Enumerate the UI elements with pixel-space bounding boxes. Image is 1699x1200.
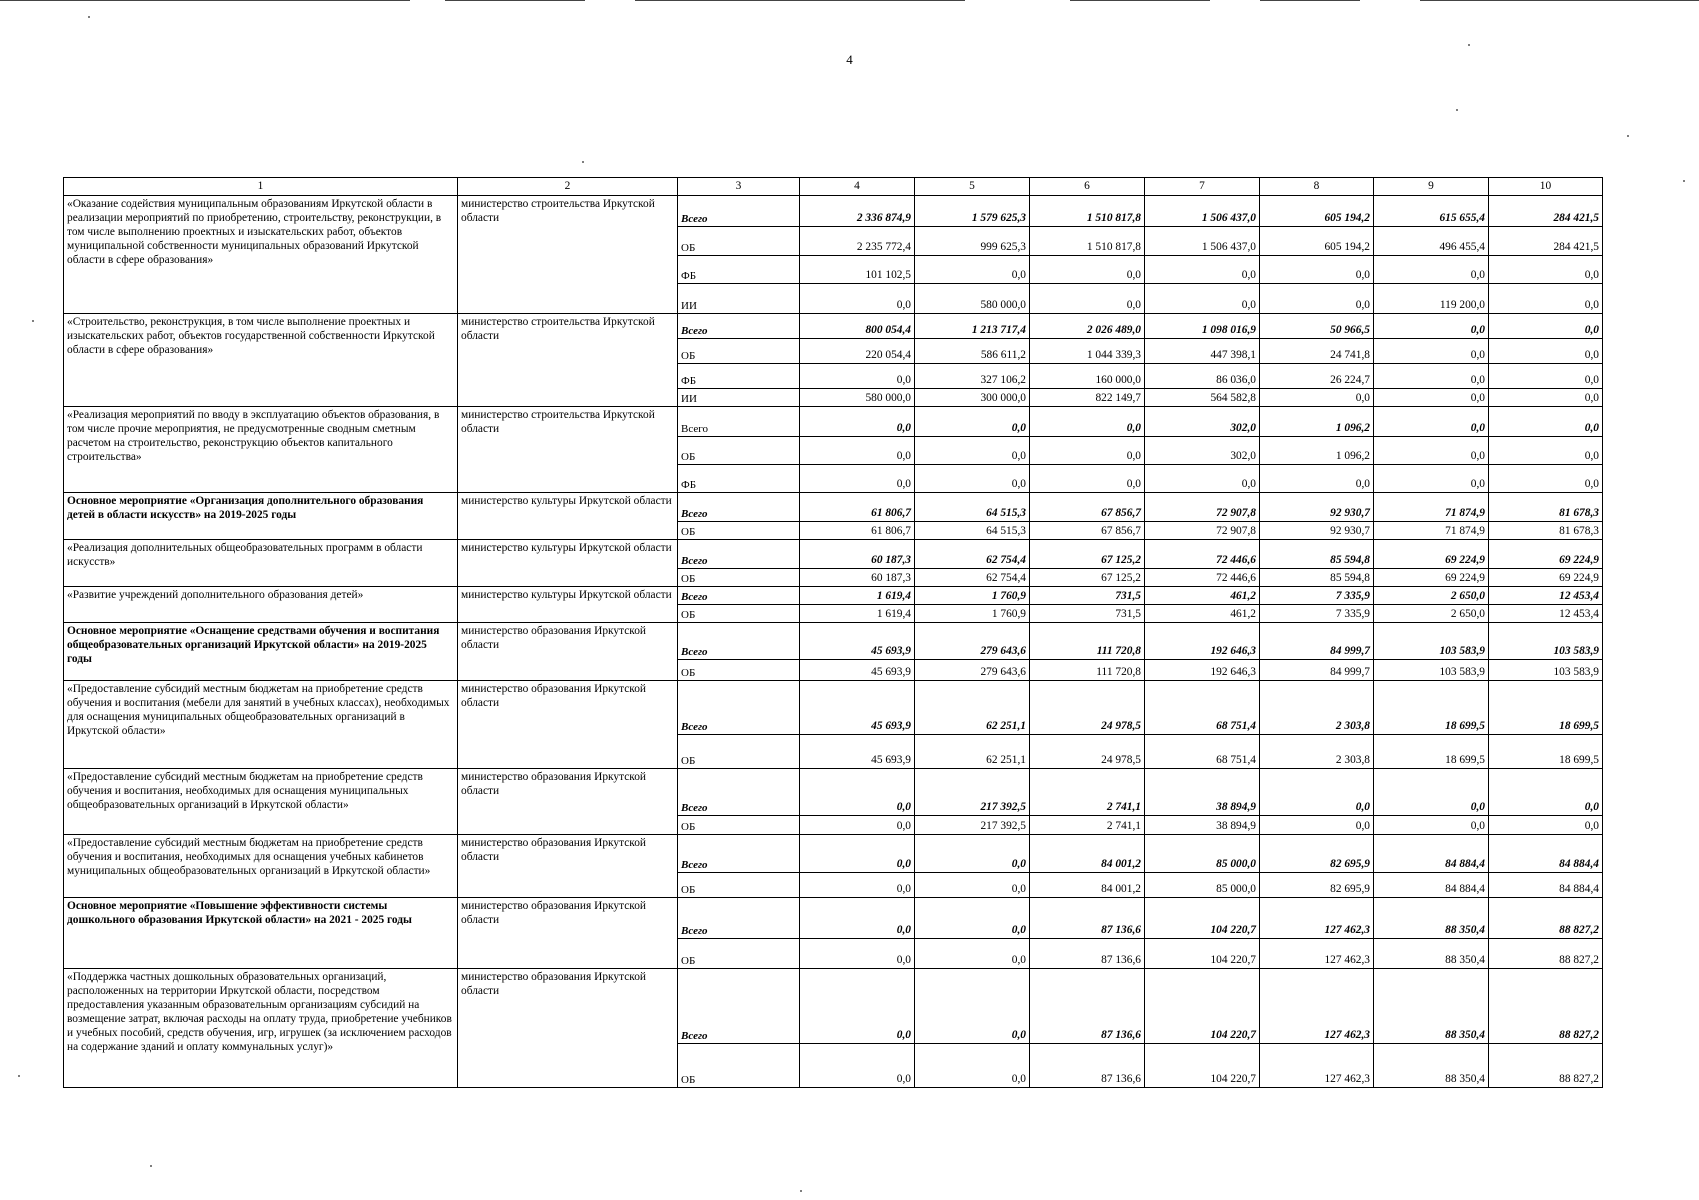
amount-cell: 0,0 [1260, 389, 1374, 407]
amount-cell: 92 930,7 [1260, 493, 1374, 522]
amount-cell: 61 806,7 [800, 493, 915, 522]
amount-cell: 18 699,5 [1374, 735, 1489, 769]
amount-cell: 0,0 [1374, 389, 1489, 407]
funding-source-cell: ОБ [678, 437, 800, 465]
funding-source-cell: ОБ [678, 605, 800, 623]
amount-cell: 0,0 [915, 939, 1030, 969]
amount-cell: 71 874,9 [1374, 493, 1489, 522]
amount-cell: 822 149,7 [1030, 389, 1145, 407]
amount-cell: 2 235 772,4 [800, 227, 915, 256]
scan-speck [800, 1190, 802, 1192]
scan-edge-line [1260, 0, 1360, 1]
funding-source-cell: Всего [678, 587, 800, 605]
amount-cell: 300 000,0 [915, 389, 1030, 407]
funding-source-cell: ИИ [678, 389, 800, 407]
amount-cell: 88 350,4 [1374, 1044, 1489, 1088]
amount-cell: 67 125,2 [1030, 540, 1145, 569]
amount-cell: 2 650,0 [1374, 587, 1489, 605]
amount-cell: 160 000,0 [1030, 364, 1145, 389]
column-header: 3 [678, 178, 800, 196]
amount-cell: 69 224,9 [1489, 569, 1603, 587]
amount-cell: 0,0 [1374, 339, 1489, 364]
amount-cell: 64 515,3 [915, 522, 1030, 540]
amount-cell: 447 398,1 [1145, 339, 1260, 364]
amount-cell: 800 054,4 [800, 314, 915, 339]
funding-source-cell: Всего [678, 898, 800, 939]
activity-name-cell: Основное мероприятие «Повышение эффективности системы дошкольного образования Иркутской области» на 2021 - 2025 годы [64, 898, 458, 969]
amount-cell: 69 224,9 [1374, 540, 1489, 569]
table-row [64, 769, 1603, 816]
amount-cell: 0,0 [1030, 284, 1145, 314]
amount-cell: 61 806,7 [800, 522, 915, 540]
amount-cell: 2 741,1 [1030, 769, 1145, 816]
amount-cell: 86 036,0 [1145, 364, 1260, 389]
amount-cell: 72 907,8 [1145, 493, 1260, 522]
amount-cell: 67 856,7 [1030, 522, 1145, 540]
amount-cell: 0,0 [915, 969, 1030, 1044]
table-row [64, 196, 1603, 227]
amount-cell: 62 251,1 [915, 735, 1030, 769]
table-row [64, 314, 1603, 339]
amount-cell: 88 827,2 [1489, 1044, 1603, 1088]
funding-source-cell: ФБ [678, 364, 800, 389]
amount-cell: 0,0 [1260, 769, 1374, 816]
amount-cell: 0,0 [1374, 256, 1489, 284]
amount-cell: 2 336 874,9 [800, 196, 915, 227]
scan-speck [150, 1165, 152, 1167]
amount-cell: 84 999,7 [1260, 623, 1374, 660]
amount-cell: 67 125,2 [1030, 569, 1145, 587]
amount-cell: 0,0 [1489, 407, 1603, 437]
amount-cell: 104 220,7 [1145, 1044, 1260, 1088]
amount-cell: 87 136,6 [1030, 939, 1145, 969]
funding-source-cell: ФБ [678, 465, 800, 493]
amount-cell: 0,0 [1374, 437, 1489, 465]
amount-cell: 0,0 [800, 284, 915, 314]
amount-cell: 0,0 [1260, 816, 1374, 835]
amount-cell: 605 194,2 [1260, 227, 1374, 256]
executor-cell: министерство культуры Иркутской области [458, 587, 678, 623]
table-row [64, 835, 1603, 873]
amount-cell: 0,0 [800, 898, 915, 939]
activity-name-cell: «Предоставление субсидий местным бюджетам на приобретение средств обучения и воспитания, необходимых для оснащения муниципальных общеобразовательных организаций в Иркутской области» [64, 769, 458, 835]
funding-source-cell: Всего [678, 314, 800, 339]
table-row [64, 493, 1603, 522]
executor-cell: министерство культуры Иркутской области [458, 540, 678, 587]
column-header: 1 [64, 178, 458, 196]
funding-source-cell: ОБ [678, 227, 800, 256]
scan-edge-line [1420, 0, 1699, 1]
amount-cell: 7 335,9 [1260, 587, 1374, 605]
column-header: 4 [800, 178, 915, 196]
amount-cell: 92 930,7 [1260, 522, 1374, 540]
amount-cell: 64 515,3 [915, 493, 1030, 522]
amount-cell: 220 054,4 [800, 339, 915, 364]
amount-cell: 24 741,8 [1260, 339, 1374, 364]
amount-cell: 18 699,5 [1374, 681, 1489, 735]
amount-cell: 60 187,3 [800, 540, 915, 569]
amount-cell: 127 462,3 [1260, 898, 1374, 939]
amount-cell: 1 098 016,9 [1145, 314, 1260, 339]
table-row [64, 623, 1603, 660]
amount-cell: 127 462,3 [1260, 1044, 1374, 1088]
amount-cell: 88 827,2 [1489, 969, 1603, 1044]
amount-cell: 1 579 625,3 [915, 196, 1030, 227]
amount-cell: 302,0 [1145, 407, 1260, 437]
activity-name-cell: «Предоставление субсидий местным бюджетам на приобретение средств обучения и воспитания (мебели для занятий в учебных классах), необходимых для оснащения муниципальных общеобразовательных организаций в Иркутской области» [64, 681, 458, 769]
activity-name-cell: Основное мероприятие «Организация дополнительного образования детей в области искусств» на 2019-2025 годы [64, 493, 458, 540]
amount-cell: 88 350,4 [1374, 939, 1489, 969]
amount-cell: 580 000,0 [915, 284, 1030, 314]
amount-cell: 192 646,3 [1145, 623, 1260, 660]
funding-source-cell: Всего [678, 540, 800, 569]
amount-cell: 461,2 [1145, 605, 1260, 623]
amount-cell: 82 695,9 [1260, 873, 1374, 898]
amount-cell: 2 650,0 [1374, 605, 1489, 623]
amount-cell: 0,0 [800, 873, 915, 898]
amount-cell: 586 611,2 [915, 339, 1030, 364]
amount-cell: 0,0 [800, 437, 915, 465]
amount-cell: 0,0 [1260, 465, 1374, 493]
amount-cell: 0,0 [1489, 364, 1603, 389]
activity-name-cell: «Строительство, реконструкция, в том числе выполнение проектных и изыскательских работ, объектов государственной собственности Иркутской области в сфере образования» [64, 314, 458, 407]
column-header: 6 [1030, 178, 1145, 196]
amount-cell: 88 827,2 [1489, 939, 1603, 969]
amount-cell: 69 224,9 [1489, 540, 1603, 569]
amount-cell: 0,0 [1030, 465, 1145, 493]
amount-cell: 38 894,9 [1145, 769, 1260, 816]
amount-cell: 0,0 [1030, 437, 1145, 465]
amount-cell: 18 699,5 [1489, 735, 1603, 769]
amount-cell: 0,0 [800, 816, 915, 835]
funding-source-cell: ОБ [678, 569, 800, 587]
funding-source-cell: Всего [678, 681, 800, 735]
executor-cell: министерство образования Иркутской области [458, 681, 678, 769]
amount-cell: 0,0 [1489, 465, 1603, 493]
amount-cell: 72 446,6 [1145, 569, 1260, 587]
executor-cell: министерство образования Иркутской области [458, 769, 678, 835]
amount-cell: 45 693,9 [800, 681, 915, 735]
amount-cell: 84 884,4 [1489, 873, 1603, 898]
amount-cell: 496 455,4 [1374, 227, 1489, 256]
amount-cell: 0,0 [800, 364, 915, 389]
amount-cell: 0,0 [1489, 437, 1603, 465]
amount-cell: 84 884,4 [1374, 873, 1489, 898]
amount-cell: 1 506 437,0 [1145, 196, 1260, 227]
amount-cell: 0,0 [915, 1044, 1030, 1088]
amount-cell: 18 699,5 [1489, 681, 1603, 735]
column-header: 9 [1374, 178, 1489, 196]
amount-cell: 69 224,9 [1374, 569, 1489, 587]
amount-cell: 12 453,4 [1489, 587, 1603, 605]
page-number: 4 [846, 52, 853, 67]
amount-cell: 580 000,0 [800, 389, 915, 407]
amount-cell: 104 220,7 [1145, 969, 1260, 1044]
funding-source-cell: Всего [678, 969, 800, 1044]
amount-cell: 103 583,9 [1374, 660, 1489, 681]
scan-edge-line [635, 0, 965, 1]
amount-cell: 0,0 [1145, 256, 1260, 284]
amount-cell: 62 754,4 [915, 569, 1030, 587]
amount-cell: 0,0 [800, 969, 915, 1044]
amount-cell: 2 303,8 [1260, 735, 1374, 769]
amount-cell: 0,0 [1260, 256, 1374, 284]
funding-source-cell: ИИ [678, 284, 800, 314]
amount-cell: 81 678,3 [1489, 493, 1603, 522]
amount-cell: 0,0 [1489, 389, 1603, 407]
amount-cell: 1 619,4 [800, 587, 915, 605]
funding-source-cell: Всего [678, 407, 800, 437]
table-row [64, 407, 1603, 437]
amount-cell: 85 000,0 [1145, 835, 1260, 873]
amount-cell: 0,0 [1489, 284, 1603, 314]
executor-cell: министерство образования Иркутской области [458, 898, 678, 969]
funding-source-cell: ОБ [678, 1044, 800, 1088]
column-header: 7 [1145, 178, 1260, 196]
amount-cell: 0,0 [1374, 364, 1489, 389]
amount-cell: 84 884,4 [1489, 835, 1603, 873]
amount-cell: 0,0 [1030, 407, 1145, 437]
amount-cell: 1 044 339,3 [1030, 339, 1145, 364]
amount-cell: 50 966,5 [1260, 314, 1374, 339]
amount-cell: 1 510 817,8 [1030, 227, 1145, 256]
column-header: 8 [1260, 178, 1374, 196]
scan-speck [1456, 109, 1458, 111]
amount-cell: 192 646,3 [1145, 660, 1260, 681]
amount-cell: 217 392,5 [915, 769, 1030, 816]
amount-cell: 2 741,1 [1030, 816, 1145, 835]
amount-cell: 84 001,2 [1030, 873, 1145, 898]
amount-cell: 0,0 [800, 407, 915, 437]
amount-cell: 81 678,3 [1489, 522, 1603, 540]
scan-edge-line [1070, 0, 1210, 1]
amount-cell: 87 136,6 [1030, 1044, 1145, 1088]
table-row [64, 540, 1603, 569]
amount-cell: 0,0 [915, 898, 1030, 939]
scan-speck [32, 320, 34, 322]
amount-cell: 103 583,9 [1374, 623, 1489, 660]
amount-cell: 0,0 [800, 769, 915, 816]
column-header: 5 [915, 178, 1030, 196]
amount-cell: 1 096,2 [1260, 407, 1374, 437]
amount-cell: 71 874,9 [1374, 522, 1489, 540]
amount-cell: 999 625,3 [915, 227, 1030, 256]
amount-cell: 60 187,3 [800, 569, 915, 587]
amount-cell: 67 856,7 [1030, 493, 1145, 522]
amount-cell: 0,0 [915, 873, 1030, 898]
amount-cell: 0,0 [1030, 256, 1145, 284]
amount-cell: 0,0 [1145, 284, 1260, 314]
amount-cell: 217 392,5 [915, 816, 1030, 835]
table-row [64, 898, 1603, 939]
amount-cell: 68 751,4 [1145, 735, 1260, 769]
funding-source-cell: Всего [678, 493, 800, 522]
amount-cell: 1 619,4 [800, 605, 915, 623]
scan-edge-line [445, 0, 585, 1]
amount-cell: 615 655,4 [1374, 196, 1489, 227]
amount-cell: 104 220,7 [1145, 939, 1260, 969]
executor-cell: министерство строительства Иркутской области [458, 314, 678, 407]
funding-source-cell: Всего [678, 769, 800, 816]
amount-cell: 1 213 717,4 [915, 314, 1030, 339]
amount-cell: 2 026 489,0 [1030, 314, 1145, 339]
amount-cell: 104 220,7 [1145, 898, 1260, 939]
amount-cell: 0,0 [915, 407, 1030, 437]
amount-cell: 1 760,9 [915, 605, 1030, 623]
amount-cell: 85 594,8 [1260, 540, 1374, 569]
amount-cell: 88 350,4 [1374, 969, 1489, 1044]
amount-cell: 45 693,9 [800, 660, 915, 681]
amount-cell: 62 754,4 [915, 540, 1030, 569]
amount-cell: 279 643,6 [915, 623, 1030, 660]
activity-name-cell: «Реализация мероприятий по вводу в эксплуатацию объектов образования, в том числе прочие мероприятия, не предусмотренные сводным сметным расчетом на строительство, реконструкцию объектов капитального строительства» [64, 407, 458, 493]
amount-cell: 103 583,9 [1489, 623, 1603, 660]
activity-name-cell: «Поддержка частных дошкольных образовательных организаций, расположенных на территории Иркутской области, посредством предоставления указанным образовательным организациям субсидий на возмещение затрат, включая расходы на оплату труда, приобретение учебников и учебных пособий, средств обучения, игр, игрушек (за исключением расходов на содержание зданий и оплату коммунальных услуг)» [64, 969, 458, 1088]
table-row [64, 681, 1603, 735]
amount-cell: 0,0 [800, 835, 915, 873]
amount-cell: 0,0 [1489, 256, 1603, 284]
column-header: 10 [1489, 178, 1603, 196]
amount-cell: 1 096,2 [1260, 437, 1374, 465]
amount-cell: 88 350,4 [1374, 898, 1489, 939]
scan-speck [18, 1075, 20, 1077]
amount-cell: 87 136,6 [1030, 969, 1145, 1044]
scan-speck [1468, 44, 1470, 46]
executor-cell: министерство образования Иркутской области [458, 835, 678, 898]
amount-cell: 0,0 [800, 939, 915, 969]
scan-edge-line [0, 0, 410, 1]
amount-cell: 84 001,2 [1030, 835, 1145, 873]
amount-cell: 7 335,9 [1260, 605, 1374, 623]
amount-cell: 279 643,6 [915, 660, 1030, 681]
amount-cell: 327 106,2 [915, 364, 1030, 389]
amount-cell: 0,0 [1489, 769, 1603, 816]
executor-cell: министерство строительства Иркутской области [458, 407, 678, 493]
amount-cell: 88 827,2 [1489, 898, 1603, 939]
amount-cell: 0,0 [1374, 465, 1489, 493]
table-row [64, 969, 1603, 1044]
scan-speck [88, 16, 90, 18]
amount-cell: 26 224,7 [1260, 364, 1374, 389]
amount-cell: 564 582,8 [1145, 389, 1260, 407]
scan-speck [1683, 180, 1685, 182]
amount-cell: 101 102,5 [800, 256, 915, 284]
amount-cell: 82 695,9 [1260, 835, 1374, 873]
amount-cell: 0,0 [915, 437, 1030, 465]
funding-source-cell: Всего [678, 623, 800, 660]
amount-cell: 0,0 [915, 835, 1030, 873]
funding-source-cell: ОБ [678, 735, 800, 769]
amount-cell: 127 462,3 [1260, 969, 1374, 1044]
amount-cell: 0,0 [915, 465, 1030, 493]
activity-name-cell: «Реализация дополнительных общеобразовательных программ в области искусств» [64, 540, 458, 587]
amount-cell: 85 000,0 [1145, 873, 1260, 898]
activity-name-cell: «Предоставление субсидий местным бюджетам на приобретение средств обучения и воспитания, необходимых для оснащения учебных кабинетов муниципальных общеобразовательных организаций в Иркутской области» [64, 835, 458, 898]
amount-cell: 0,0 [1489, 314, 1603, 339]
activity-name-cell: Основное мероприятие «Оснащение средствами обучения и воспитания общеобразовательных организаций Иркутской области» на 2019-2025 годы [64, 623, 458, 681]
amount-cell: 72 907,8 [1145, 522, 1260, 540]
amount-cell: 461,2 [1145, 587, 1260, 605]
amount-cell: 111 720,8 [1030, 623, 1145, 660]
amount-cell: 84 884,4 [1374, 835, 1489, 873]
amount-cell: 605 194,2 [1260, 196, 1374, 227]
amount-cell: 72 446,6 [1145, 540, 1260, 569]
executor-cell: министерство культуры Иркутской области [458, 493, 678, 540]
amount-cell: 0,0 [1374, 314, 1489, 339]
amount-cell: 0,0 [915, 256, 1030, 284]
column-number-row [64, 178, 1603, 196]
funding-source-cell: Всего [678, 196, 800, 227]
executor-cell: министерство образования Иркутской области [458, 623, 678, 681]
amount-cell: 731,5 [1030, 587, 1145, 605]
activity-name-cell: «Оказание содействия муниципальным образованиям Иркутской области в реализации мероприятий по приобретению, строительству, реконструкции, в том числе выполнению проектных и изыскательских работ, объектов муниципальной собственности муниципальных образований Иркутской области в сфере образования» [64, 196, 458, 314]
amount-cell: 38 894,9 [1145, 816, 1260, 835]
funding-source-cell: ОБ [678, 816, 800, 835]
amount-cell: 0,0 [1489, 816, 1603, 835]
amount-cell: 284 421,5 [1489, 196, 1603, 227]
amount-cell: 0,0 [1374, 816, 1489, 835]
scan-speck [582, 161, 584, 163]
scan-speck [1627, 135, 1629, 137]
amount-cell: 0,0 [1489, 339, 1603, 364]
amount-cell: 103 583,9 [1489, 660, 1603, 681]
column-header: 2 [458, 178, 678, 196]
amount-cell: 0,0 [1374, 407, 1489, 437]
amount-cell: 68 751,4 [1145, 681, 1260, 735]
amount-cell: 2 303,8 [1260, 681, 1374, 735]
activity-name-cell: «Развитие учреждений дополнительного образования детей» [64, 587, 458, 623]
amount-cell: 284 421,5 [1489, 227, 1603, 256]
amount-cell: 45 693,9 [800, 735, 915, 769]
amount-cell: 1 760,9 [915, 587, 1030, 605]
amount-cell: 85 594,8 [1260, 569, 1374, 587]
amount-cell: 12 453,4 [1489, 605, 1603, 623]
amount-cell: 24 978,5 [1030, 681, 1145, 735]
amount-cell: 87 136,6 [1030, 898, 1145, 939]
amount-cell: 119 200,0 [1374, 284, 1489, 314]
amount-cell: 0,0 [1260, 284, 1374, 314]
funding-source-cell: Всего [678, 835, 800, 873]
amount-cell: 302,0 [1145, 437, 1260, 465]
amount-cell: 0,0 [800, 465, 915, 493]
executor-cell: министерство образования Иркутской области [458, 969, 678, 1088]
amount-cell: 731,5 [1030, 605, 1145, 623]
table-row [64, 587, 1603, 605]
amount-cell: 45 693,9 [800, 623, 915, 660]
budget-table [63, 177, 1603, 1088]
funding-source-cell: ОБ [678, 522, 800, 540]
amount-cell: 1 506 437,0 [1145, 227, 1260, 256]
executor-cell: министерство строительства Иркутской области [458, 196, 678, 314]
funding-source-cell: ОБ [678, 873, 800, 898]
amount-cell: 24 978,5 [1030, 735, 1145, 769]
amount-cell: 62 251,1 [915, 681, 1030, 735]
funding-source-cell: ОБ [678, 660, 800, 681]
funding-source-cell: ОБ [678, 939, 800, 969]
amount-cell: 84 999,7 [1260, 660, 1374, 681]
amount-cell: 127 462,3 [1260, 939, 1374, 969]
amount-cell: 0,0 [1374, 769, 1489, 816]
funding-source-cell: ФБ [678, 256, 800, 284]
amount-cell: 1 510 817,8 [1030, 196, 1145, 227]
amount-cell: 0,0 [1145, 465, 1260, 493]
funding-source-cell: ОБ [678, 339, 800, 364]
amount-cell: 0,0 [800, 1044, 915, 1088]
amount-cell: 111 720,8 [1030, 660, 1145, 681]
